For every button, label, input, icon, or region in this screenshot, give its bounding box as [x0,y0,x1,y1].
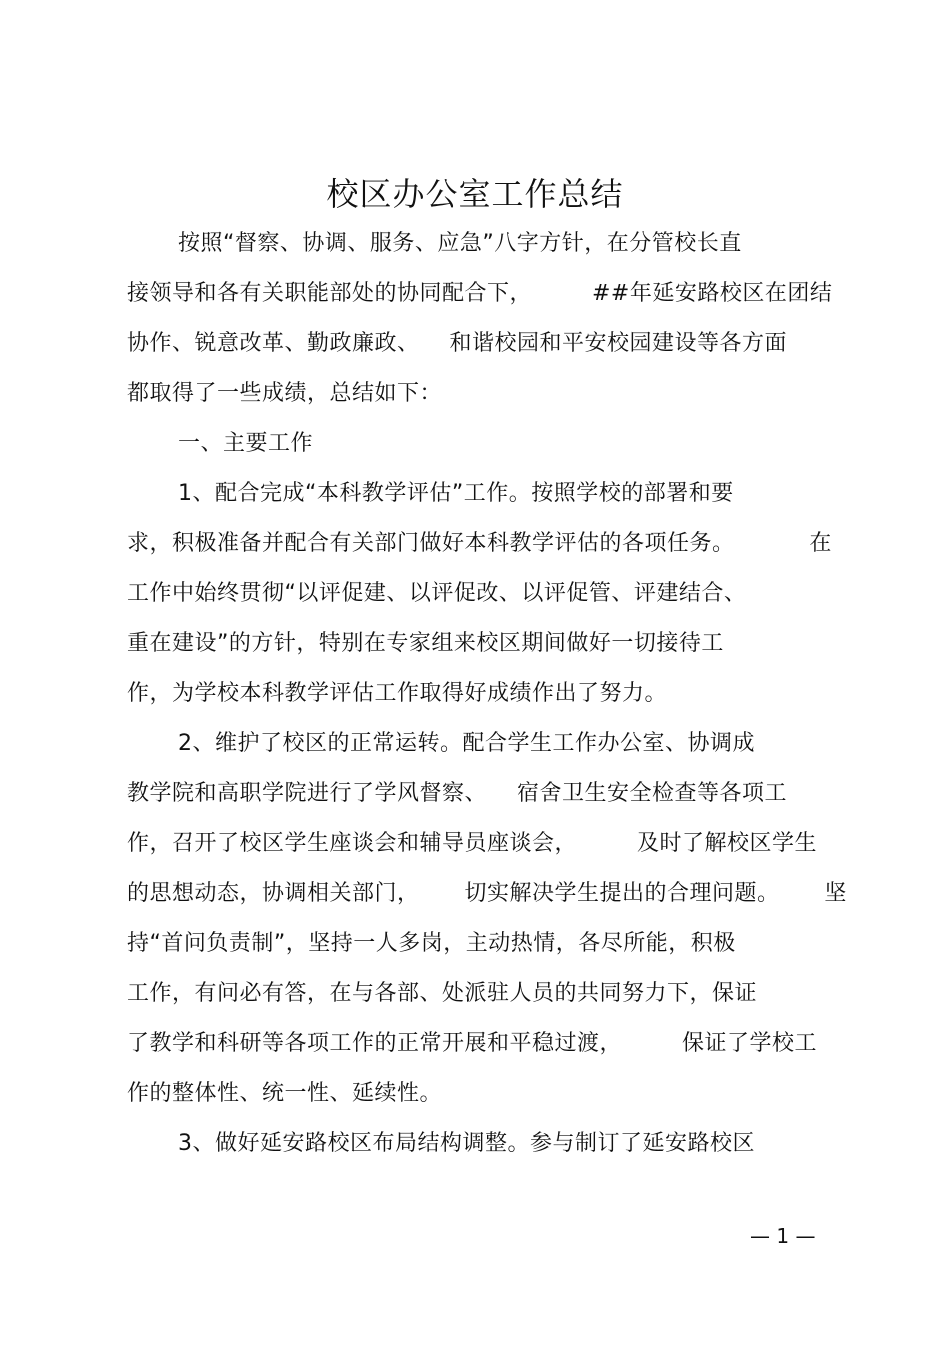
document-title: 校区办公室工作总结 [326,175,624,213]
paragraph-line: 作，为学校本科教学评估工作取得好成绩作出了努力。 [127,681,668,706]
paragraph-line: 作，召开了校区学生座谈会和辅导员座谈会， 及时了解校区学生 [127,831,817,856]
paragraph-line: 作的整体性、统一性、延续性。 [127,1081,443,1106]
page-number: — 1 — [750,1224,816,1248]
paragraph-line: 的思想动态，协调相关部门， 切实解决学生提出的合理问题。 坚 [127,881,847,906]
paragraph-line: 工作中始终贯彻“以评促建、以评促改、以评促管、评建结合、 [127,581,747,606]
paragraph-line: 求，积极准备并配合有关部门做好本科教学评估的各项任务。 在 [127,531,832,556]
paragraph-line: 了教学和科研等各项工作的正常开展和平稳过渡， 保证了学校工 [127,1031,817,1056]
paragraph-line: 都取得了一些成绩，总结如下： [127,381,443,406]
paragraph-line: 工作，有问必有答，在与各部、处派驻人员的共同努力下，保证 [127,981,758,1006]
paragraph-line: 重在建设”的方针，特别在专家组来校区期间做好一切接待工 [127,631,724,656]
paragraph-line: 持“首问负责制”，坚持一人多岗，主动热情，各尽所能，积极 [127,931,736,956]
paragraph-line: 1、配合完成“本科教学评估”工作。按照学校的部署和要 [178,481,734,506]
section-heading: 一、主要工作 [178,431,314,456]
paragraph-line: 教学院和高职学院进行了学风督察、 宿舍卫生安全检查等各项工 [127,781,787,806]
paragraph-line: 接领导和各有关职能部处的协同配合下， ##年延安路校区在团结 [127,281,833,306]
paragraph-line: 3、做好延安路校区布局结构调整。参与制订了延安路校区 [178,1131,755,1156]
paragraph-line: 2、维护了校区的正常运转。配合学生工作办公室、协调成 [178,731,755,756]
paragraph-line: 按照“督察、协调、服务、应急”八字方针，在分管校长直 [178,231,742,256]
paragraph-line: 协作、锐意改革、勤政廉政、 和谐校园和平安校园建设等各方面 [127,331,787,356]
